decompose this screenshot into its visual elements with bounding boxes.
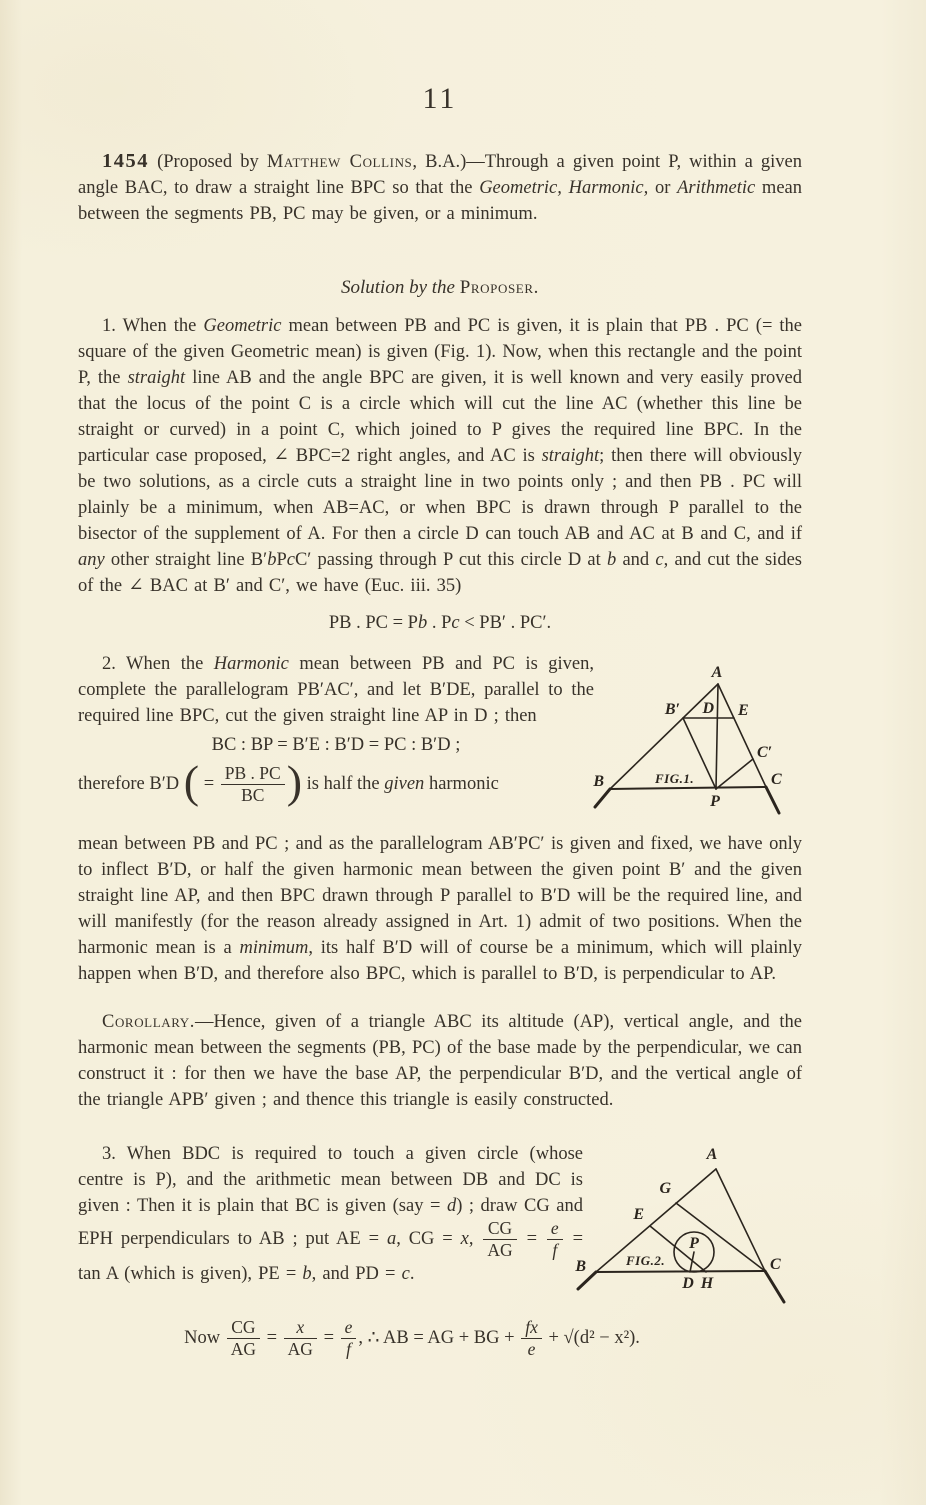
equation-geometric-mean: PB . PC = Pb . Pc < PB′ . PC′. — [328, 613, 552, 633]
solution-heading: Solution by the Proposer. — [341, 277, 539, 298]
section-arithmetic-text — [78, 1141, 583, 1287]
equation-therefore: therefore B′D ( = $\frac{PB . PC}{BC}$ ) is half the given harmonic — [78, 755, 499, 807]
problem-statement: 1454 (Proposed by Matthew Collins, B.A.)—Through a given point P, within a given angle BAC, to draw a straight line BPC so that the Geometric, Harmonic, or Arithmetic mean between the segments PB, PC may be given, or a minimum. — [78, 150, 802, 224]
fig1-label-bprime: B′ — [664, 701, 680, 718]
article-2-continued-paragraph: mean between PB and PC ; and as the parallelogram AB′PC′ is given and fixed, we have only to inflect B′D, or half the given harmonic mean between the given point B′ and the given straight line AP, and then BPC drawn through P parallel to B′D will be the required line, and will manifestly (for the reason already assigned in Art. 1) admit of two positions. When the harmonic mean is a minimum, its half B′D will of course be a minimum, which will plainly happen when B′D, and therefore also BPC, which is parallel to B′D, is perpendicular to AP. — [78, 834, 802, 984]
fig1-label-e: E — [738, 702, 749, 719]
corollary-paragraph: Corollary.—Hence, given of a triangle ABC its altitude (AP), vertical angle, and the harmonic mean between the segments (PB, PC) of the base made by the perpendicular, we can construct it : for then we have the base AP, the perpendicular B′D, and the vertical angle of the triangle APB′ given ; and thence this triangle is easily constructed. — [78, 1012, 802, 1110]
fig2-line-ac-extension — [765, 1271, 784, 1302]
fig1-line-bpc — [610, 787, 766, 789]
fig2-line-ac — [716, 1169, 765, 1271]
equation-final: Now $\frac{CG}{AG}$ = $\frac{x}{AG}$ = $\frac{e}{f}$ , ∴ AB = AG + BG + $\frac{fx}{e}$ + √(d² − x²). — [184, 1317, 640, 1360]
fig2-label-c: C — [770, 1256, 781, 1273]
fig1-line-ab-extension — [595, 789, 610, 807]
fig2-line-bdc — [596, 1271, 765, 1272]
fig1-label-d: D — [702, 700, 714, 717]
fig1-line-p-cprime — [716, 759, 753, 789]
fig1-caption: FIG.1. — [655, 771, 695, 786]
fig1-line-ac — [718, 684, 766, 787]
fig1-label-a: A — [711, 664, 723, 681]
section-arithmetic — [78, 1141, 802, 1292]
fig1-label-b: B — [593, 773, 604, 790]
article-1-paragraph: 1. When the Geometric mean between PB and PC is given, it is plain that PB . PC (= the square of the given Geometric mean) is given (Fig. 1). Now, when this rectangle and the point P, the straight line AB and the angle BPC are given, it is well known and very easily proved that the locus of the point C is a circle which will cut the line AC (whether this line be straight or curved) in a point C, which joined to P gives the required line BPC. In the particular case proposed, ∠ BPC=2 right angles, and AC is straight; then there will obviously be two solutions, as a circle cuts a straight line in two points only ; and then PB . PC will plainly be a minimum, when AB=AC, or when BPC is drawn through P parallel to the bisector of the supplement of A. For then a circle D can touch AB and AC at B and C, and if any other straight line B′bPcC′ passing through P cut this circle D at b and c, and cut the sides of the ∠ BAC at B′ and C′, we have (Euc. iii. 35) — [78, 316, 802, 596]
article-2-paragraph: 2. When the Harmonic mean between PB and PC is given, complete the parallelogram PB′AC′, and let B′DE, parallel to the required line BPC, cut the given straight line AP in D ; then — [78, 654, 594, 726]
figure-1-diagram — [583, 651, 878, 851]
fig1-label-c: C — [771, 771, 782, 788]
fig1-label-cprime: C′ — [757, 744, 773, 761]
fig2-label-g: G — [659, 1180, 671, 1197]
fig2-caption: FIG.2. — [626, 1253, 666, 1268]
equation-ratio: BC : BP = B′E : B′D = PC : B′D ; — [211, 735, 461, 755]
fig2-label-b: B — [575, 1258, 586, 1275]
fig2-label-h: H — [700, 1275, 714, 1292]
figure-2-diagram — [570, 1141, 880, 1321]
fig1-line-ac-extension — [766, 787, 779, 813]
article-3-paragraph: 3. When BDC is required to touch a given circle (whose centre is P), and the arithmetic mean between DB and DC is given : Then it is plain that BC is given (say = d) ; draw CG and EPH perpendiculars to AB ; put AE = a, CG = x, $\frac{CG}{AG}$ = $\frac{e}{f}$ = tan A (which is given), PE = b, and PD = c. — [78, 1144, 584, 1284]
fig2-label-p: P — [689, 1235, 699, 1252]
section-harmonic-text — [78, 651, 594, 808]
page-number: 11 — [422, 82, 458, 115]
fig2-label-a: A — [706, 1146, 718, 1163]
fig1-label-p: P — [710, 793, 720, 810]
fig1-line-ap — [716, 684, 718, 789]
fig2-label-d: D — [682, 1275, 694, 1292]
fig2-label-e: E — [633, 1206, 644, 1223]
section-harmonic — [78, 651, 802, 808]
